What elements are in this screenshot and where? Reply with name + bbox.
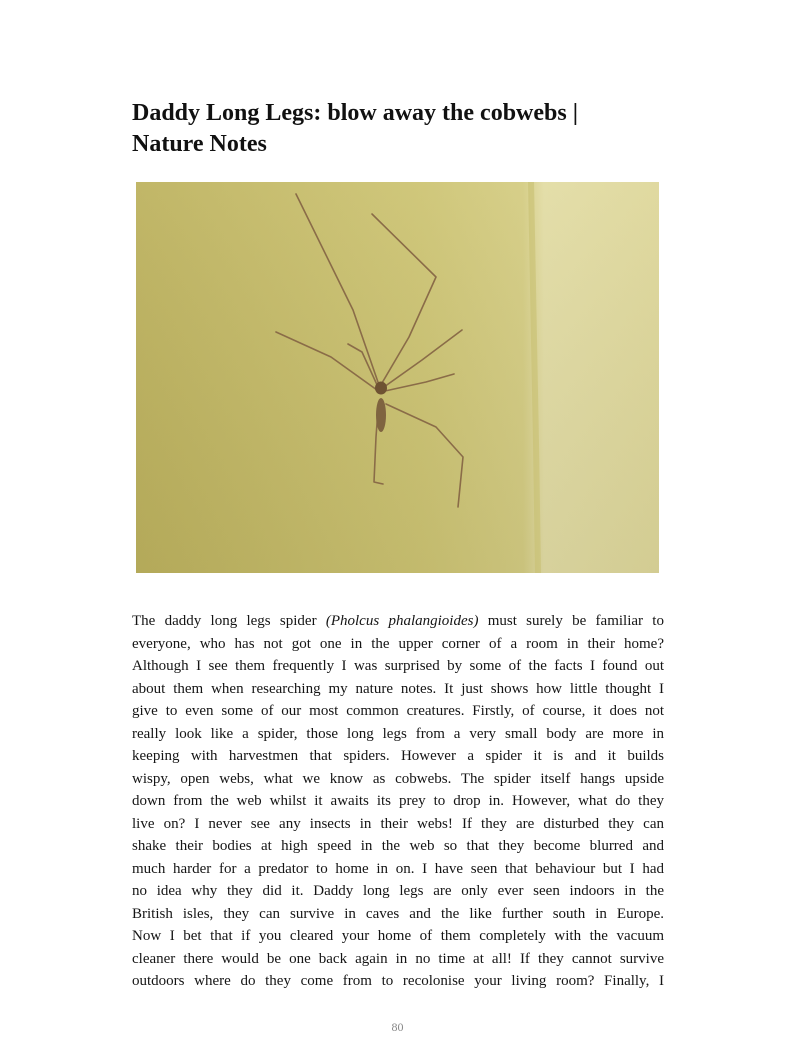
body-line xyxy=(132,790,664,813)
article-title xyxy=(132,98,692,160)
title-line-1: Daddy Long Legs: blow away the cobwebs | xyxy=(132,100,579,126)
body-text-segment: must surely be familiar to xyxy=(478,613,664,629)
body-text-segment: no idea why they did it. Daddy long legs are only ever seen indoors in the xyxy=(132,883,664,899)
body-line xyxy=(132,745,664,768)
body-text-segment: much harder for a predator to home in on. I have seen that behaviour but I had xyxy=(132,860,664,877)
body-text-segment: keeping with harvestmen that spiders. However a spider it is and it builds xyxy=(132,748,664,764)
body-text-segment: down from the web whilst it awaits its prey to drop in. However, what do they xyxy=(132,793,664,809)
body-line xyxy=(132,723,664,746)
page-number: 80 xyxy=(391,1020,404,1034)
body-text-segment: shake their bodies at high speed in the web so that they become blurred and xyxy=(132,838,664,854)
body-line xyxy=(132,835,664,858)
body-text-segment: cleaner there would be one back again in no time at all! If they cannot survive xyxy=(132,950,664,967)
body-text-segment: wispy, open webs, what we know as cobwebs. The spider itself hangs upside xyxy=(132,770,664,787)
body-text-segment: live on? I never see any insects in their webs! If they are disturbed they can xyxy=(132,815,664,832)
body-text-segment: Although I see them frequently I was surprised by some of the facts I found out xyxy=(132,658,664,674)
body-text-segment: give to even some of our most common creatures. Firstly, of course, it does not xyxy=(132,703,664,719)
body-line xyxy=(132,768,664,791)
article-body xyxy=(132,610,664,993)
body-line xyxy=(132,610,664,633)
body-text-segment: outdoors where do they come from to recolonise your living room? Finally, I xyxy=(132,973,664,989)
body-line xyxy=(132,633,664,656)
body-text-segment: Now I bet that if you cleared your home of them completely with the vacuum xyxy=(132,928,664,944)
body-text-segment: about them when researching my nature notes. It just shows how little thought I xyxy=(132,680,664,697)
body-line xyxy=(132,880,664,903)
body-text-segment: really look like a spider, those long legs from a very small body are more in xyxy=(132,725,664,742)
body-line xyxy=(132,813,664,836)
body-line xyxy=(132,925,664,948)
body-line xyxy=(132,678,664,701)
body-line xyxy=(132,948,664,971)
body-line xyxy=(132,700,664,723)
body-line xyxy=(132,903,664,926)
body-text-segment: British isles, they can survive in caves and the like further south in Europe. xyxy=(132,905,664,922)
body-text-segment: The daddy long legs spider xyxy=(132,613,326,629)
body-line xyxy=(132,970,664,993)
spider-abdomen xyxy=(376,398,386,432)
scientific-name: (Pholcus phalangioides) xyxy=(325,613,479,629)
spider-photo xyxy=(136,182,659,573)
body-text-segment: everyone, who has not got one in the upper corner of a room in their home? xyxy=(132,635,664,652)
body-line xyxy=(132,858,664,881)
spider-cephalothorax xyxy=(375,382,387,395)
body-line xyxy=(132,655,664,678)
title-line-2: Nature Notes xyxy=(132,131,267,157)
